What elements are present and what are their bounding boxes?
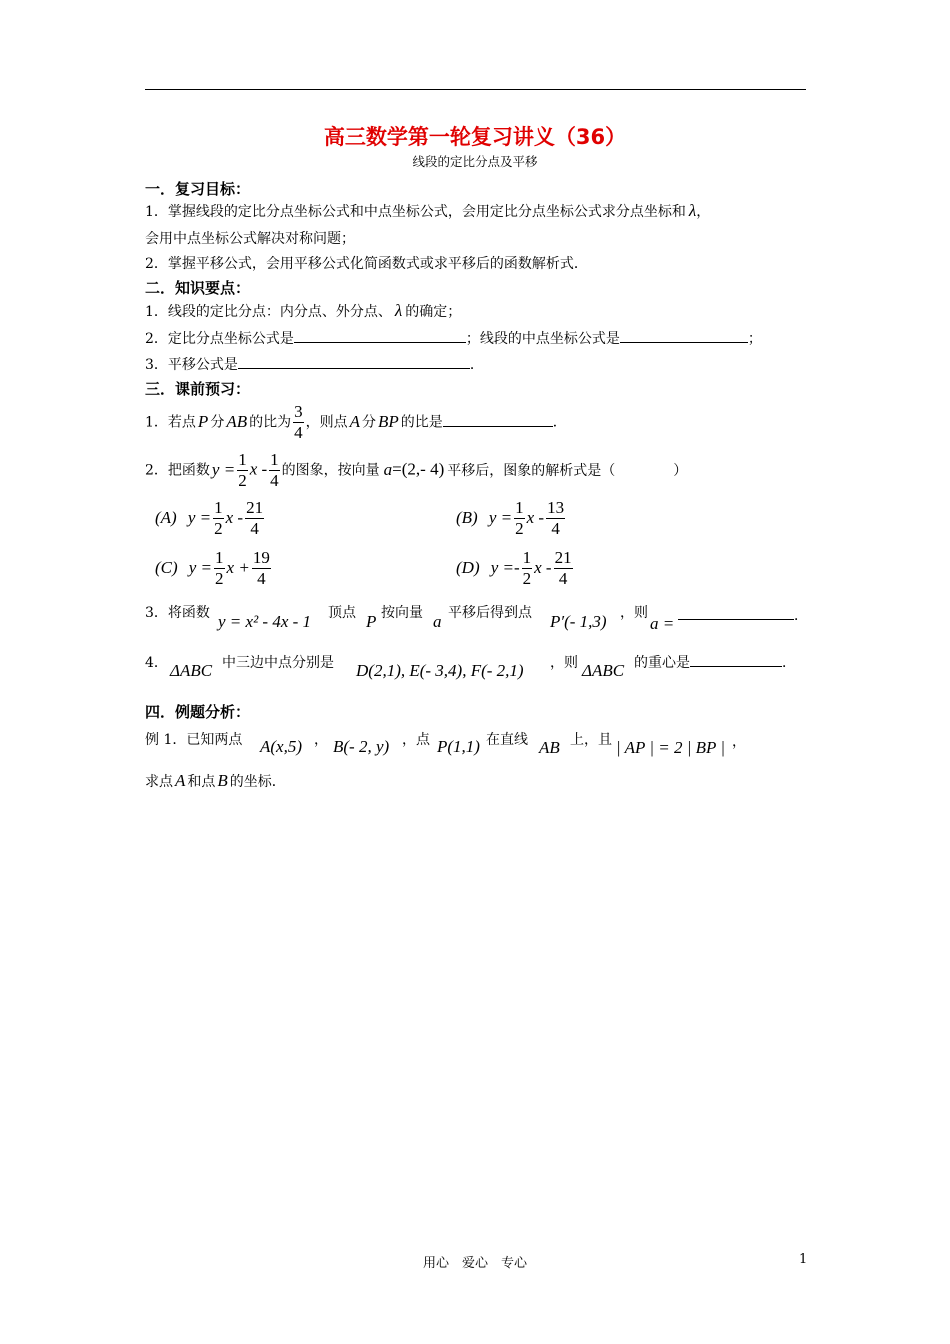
section-2-line-3-text: 3．平移公式是 (145, 357, 238, 373)
q3-text: 顶点 (328, 605, 356, 621)
denominator: 2 (215, 569, 224, 588)
section-1-line-1-text: 1．掌握线段的定比分点坐标公式和中点坐标公式，会用定比分点坐标公式求分点坐标和 (145, 204, 686, 220)
math-expr: x + (226, 558, 250, 577)
numerator: 19 (252, 548, 270, 567)
point-p: P (366, 612, 377, 631)
option-label: (D) (456, 558, 480, 577)
math-expr: y = (187, 508, 212, 527)
answer-a: a = (650, 614, 675, 633)
point-a: A (175, 771, 186, 790)
point-a-coords: A(x,5) (260, 737, 303, 756)
point-b-coords: B(- 2, y) (333, 737, 390, 756)
point-p-prime: P′(- 1,3) (550, 612, 607, 631)
example-1-text: 求点 (145, 774, 173, 790)
denominator: 4 (270, 471, 279, 490)
example-1-text: 例 1．已知两点 (145, 732, 243, 748)
section-1-line-3: 2．掌握平移公式，会用平移公式化简函数式或求平移后的函数解析式． (145, 256, 588, 272)
q4-text: 中三边中点分别是 (222, 655, 334, 671)
math-expr: x - (249, 459, 268, 479)
triangle-abc: ΔABC (582, 661, 625, 680)
numerator: 1 (270, 450, 279, 469)
option-label: (B) (456, 508, 478, 527)
fraction (245, 498, 264, 539)
answer-blank[interactable] (294, 328, 466, 343)
fraction (269, 450, 280, 491)
section-1-line-2: 会用中点坐标公式解决对称问题； (145, 231, 355, 247)
question-2 (145, 450, 687, 491)
option-b[interactable] (456, 498, 567, 539)
denominator: 2 (522, 569, 532, 588)
footer-motto: 用心 爱心 专心 (422, 1256, 527, 1271)
header-rule (145, 89, 806, 90)
page-number: 1 (799, 1252, 808, 1267)
section-1-heading: 一．复习目标： (145, 180, 251, 198)
denominator: 4 (294, 423, 303, 442)
q2-text: ） (673, 462, 688, 479)
numerator: 1 (215, 548, 224, 567)
fraction (214, 548, 225, 589)
denominator: 4 (252, 568, 271, 589)
denominator: 4 (245, 518, 264, 539)
q1-text: ，则点 (305, 414, 348, 431)
q3-text: 3．将函数 (145, 605, 210, 621)
example-1-text: 和点 (187, 774, 216, 790)
point-b: B (217, 771, 228, 790)
page-subtitle: 线段的定比分点及平移 (412, 154, 538, 169)
answer-blank-row (678, 605, 808, 625)
q3-text: ． (794, 608, 808, 624)
fraction (293, 402, 304, 443)
fraction (554, 548, 573, 589)
section-2-line-1 (145, 301, 461, 321)
page-title: 高三数学第一轮复习讲义（36） (323, 125, 627, 149)
section-2-line-2-text: 2．定比分点坐标公式是 (145, 331, 294, 347)
vector-a: a (433, 612, 442, 631)
section-2-heading: 二．知识要点： (145, 279, 251, 297)
section-2-line-2-end: ； (747, 331, 762, 347)
example-1-text: ， (732, 734, 746, 750)
math-expr: x - (526, 508, 545, 527)
numerator: 21 (246, 498, 264, 517)
example-1-text: ，点 (402, 732, 430, 748)
answer-blank[interactable] (690, 652, 782, 667)
option-a[interactable] (155, 498, 266, 539)
fraction (252, 548, 271, 589)
numerator: 1 (238, 450, 247, 469)
q2-text: 2．把函数 (145, 462, 210, 479)
midpoints: D(2,1), E(- 3,4), F(- 2,1) (356, 661, 524, 680)
question-3 (145, 602, 210, 622)
example-1-line-2 (145, 771, 286, 791)
numerator: 21 (554, 548, 572, 567)
function-expr: y = x² - 4x - 1 (218, 612, 312, 631)
lambda-symbol: λ (394, 301, 403, 320)
q1-text: 分 (361, 414, 376, 431)
numerator: 3 (294, 402, 303, 421)
math-expr: y = (211, 459, 236, 479)
q2-text: 平移后，图象的解析式是（ (447, 462, 616, 479)
segment-bp: BP (377, 411, 399, 431)
q3-text: ，则 (620, 605, 648, 621)
q4-text: 的重心是 (634, 655, 690, 671)
fraction (546, 498, 565, 539)
math-expr: =(2,- 4) (392, 459, 445, 479)
q1-text: 的比是 (400, 414, 443, 431)
q3-text: 按向量 (381, 605, 423, 621)
point-p-coords: P(1,1) (437, 737, 480, 756)
q1-text: ． (552, 414, 567, 431)
section-2-line-1-end: 的确定； (405, 304, 462, 320)
answer-blank[interactable] (238, 354, 470, 369)
answer-blank[interactable] (443, 412, 553, 427)
lambda-symbol: λ (688, 201, 697, 220)
q4-number: 4． (145, 655, 168, 671)
fraction (237, 450, 248, 491)
option-label: (C) (155, 558, 178, 577)
denominator: 4 (546, 518, 565, 539)
q4-text: ，则 (550, 655, 578, 671)
triangle-abc: ΔABC (170, 661, 213, 680)
numerator: 1 (214, 498, 223, 517)
option-d[interactable] (456, 548, 575, 589)
numerator: 1 (522, 548, 532, 567)
example-1-text: 上，且 (570, 732, 612, 748)
section-2-line-2 (145, 328, 762, 348)
q2-text: 的图象，按向量 (281, 462, 380, 479)
denominator: 4 (554, 568, 573, 589)
section-4-heading: 四．例题分析： (145, 703, 251, 721)
example-1-text: ， (314, 732, 328, 748)
section-2-line-2-mid: ；线段的中点坐标公式是 (465, 331, 620, 347)
fraction (514, 498, 525, 539)
numerator: 13 (547, 498, 565, 517)
math-expr: y = (488, 508, 513, 527)
answer-blank[interactable] (620, 328, 748, 343)
section-1-line-1 (145, 201, 710, 221)
q1-text: 的比为 (249, 414, 292, 431)
q4-answer (634, 652, 796, 672)
math-expr: y = (188, 558, 213, 577)
q1-text: 1．若点 (145, 414, 196, 431)
length-condition: | AP | = 2 | BP | (616, 738, 726, 757)
q1-text: 分 (210, 414, 225, 431)
section-3-heading: 三．课前预习： (145, 380, 251, 398)
option-label: (A) (155, 508, 177, 527)
section-2-line-3 (145, 354, 484, 374)
math-expr: y =- (490, 558, 520, 577)
denominator: 2 (515, 519, 524, 538)
option-c[interactable] (155, 548, 273, 589)
math-expr: x - (225, 508, 244, 527)
line-ab: AB (539, 738, 560, 757)
section-2-line-3-end: ． (469, 357, 484, 373)
q3-text: 平移后得到点 (448, 605, 532, 621)
numerator: 1 (515, 498, 524, 517)
example-1-text: 在直线 (486, 732, 528, 748)
point-a: A (349, 411, 360, 431)
denominator: 2 (214, 519, 223, 538)
question-1 (145, 402, 567, 443)
fraction (522, 548, 533, 589)
segment-ab: AB (226, 411, 248, 431)
vector-a: a (383, 459, 393, 479)
math-expr: x - (534, 558, 552, 577)
point-p: P (197, 411, 209, 431)
section-2-line-1-text: 1．线段的定比分点：内分点、外分点、 (145, 304, 392, 320)
fraction (213, 498, 224, 539)
example-1-text: 的坐标． (229, 774, 286, 790)
section-1-line-1-end: ， (696, 204, 711, 220)
denominator: 2 (238, 471, 247, 490)
answer-blank[interactable] (678, 605, 794, 620)
q4-text: ． (782, 655, 796, 671)
